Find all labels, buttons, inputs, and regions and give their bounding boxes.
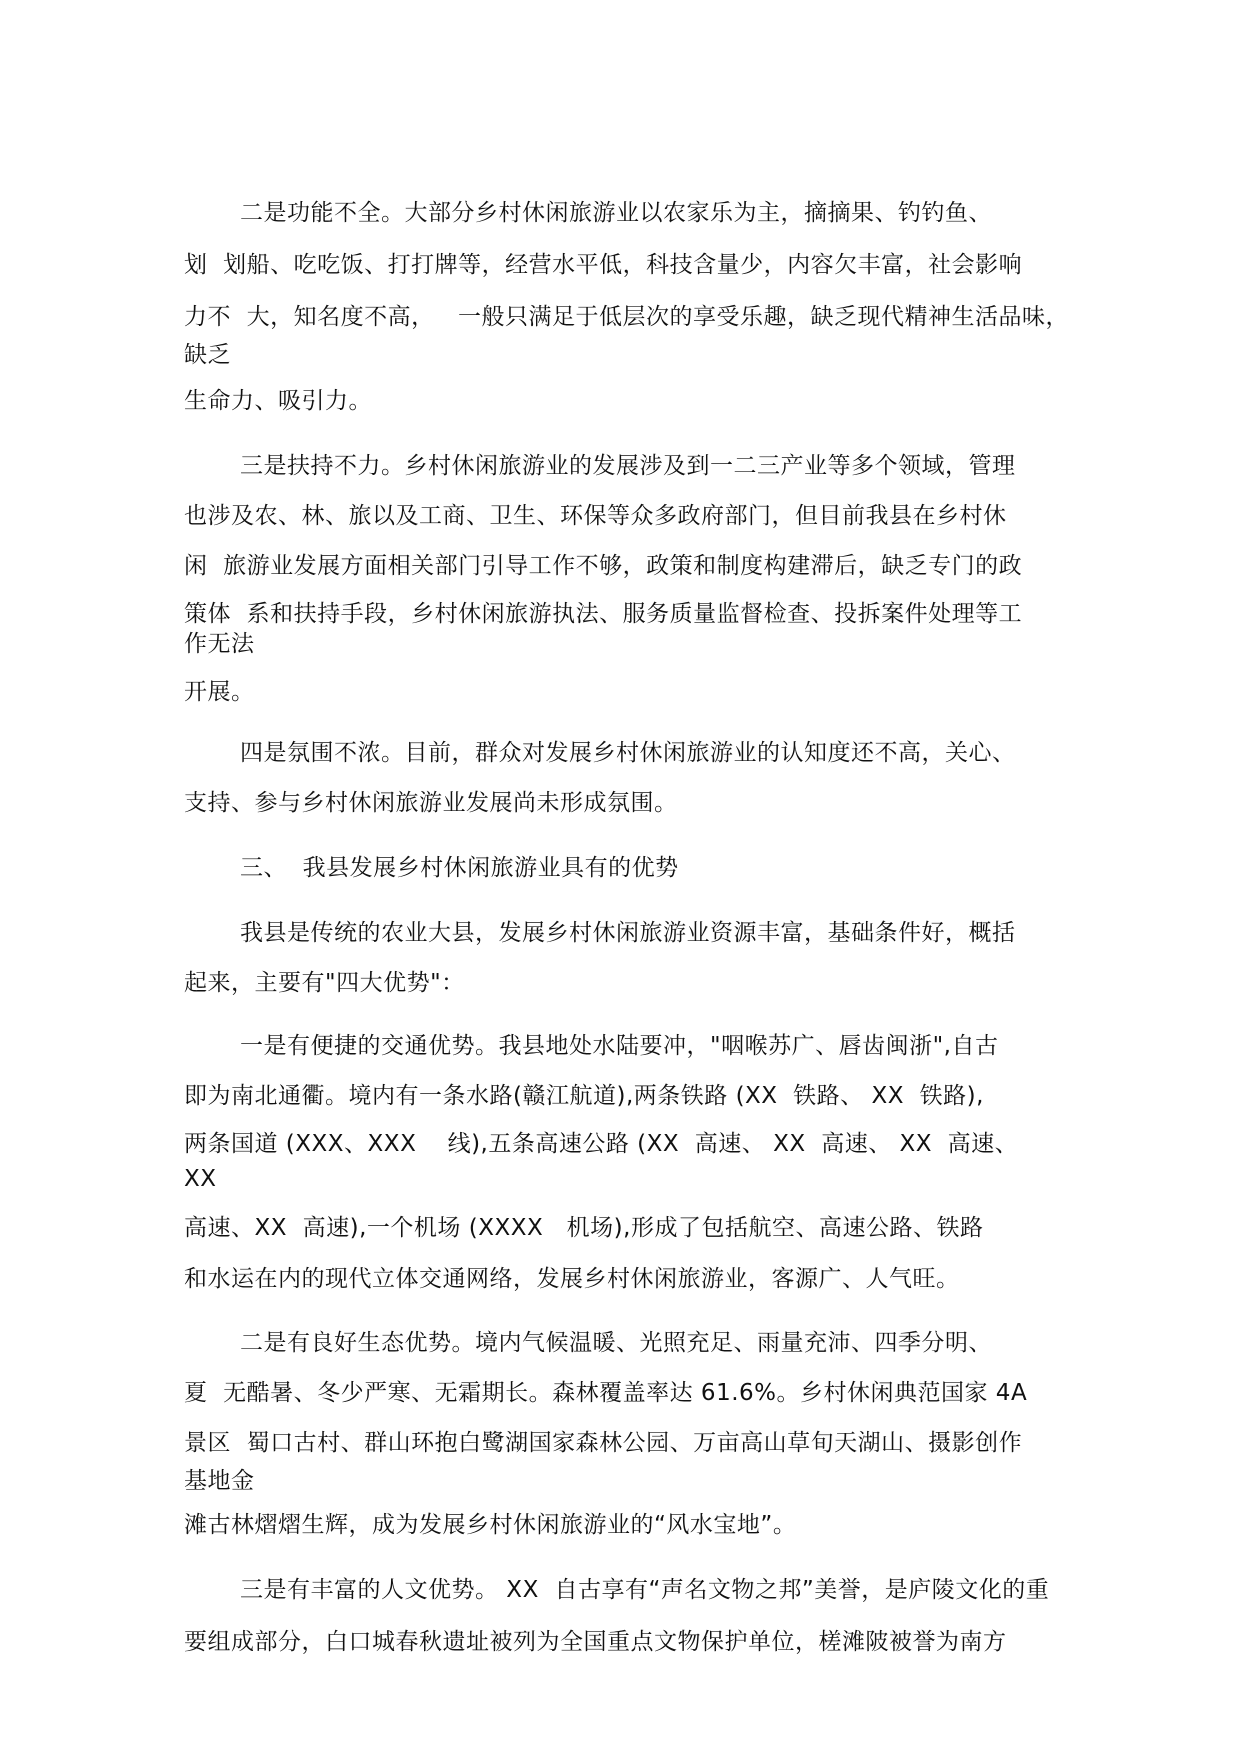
text-line: 也涉及农、林、旅以及工商、卫生、环保等众多政府部门，但目前我县在乡村休 bbox=[184, 503, 1007, 529]
text-line: 策体 系和扶持手段，乡村休闲旅游执法、服务质量监督检查、投拆案件处理等工 bbox=[184, 601, 1023, 627]
text-line: 三是有丰富的人文优势。 XX 自古享有“声名文物之邦”美誉，是庐陵文化的重 bbox=[240, 1577, 1050, 1603]
text-line: 开展。 bbox=[184, 679, 255, 705]
text-line: 一是有便捷的交通优势。我县地处水陆要冲，"咽喉苏广、唇齿闽浙",自古 bbox=[240, 1033, 999, 1059]
text-line: XX bbox=[184, 1166, 217, 1192]
text-line: 作无法 bbox=[184, 631, 255, 657]
text-line: 划 划船、吃吃饭、打打牌等，经营水平低，科技含量少，内容欠丰富，社会影响 bbox=[184, 252, 1023, 278]
text-line: 二是功能不全。大部分乡村休闲旅游业以农家乐为主，摘摘果、钓钓鱼、 bbox=[240, 200, 992, 226]
text-line: 景区 蜀口古村、群山环抱白鹭湖国家森林公园、万亩高山草旬天湖山、摄影创作 bbox=[184, 1430, 1023, 1456]
text-line: 滩古林熠熠生辉，成为发展乡村休闲旅游业的“风水宝地”。 bbox=[184, 1512, 797, 1538]
text-line: 缺乏 bbox=[184, 342, 231, 368]
text-line: 起来，主要有"四大优势"： bbox=[184, 970, 465, 996]
text-line: 支持、参与乡村休闲旅游业发展尚未形成氛围。 bbox=[184, 790, 678, 816]
text-line: 夏 无酷暑、冬少严寒、无霜期长。森林覆盖率达 61.6%。乡村休闲典范国家 4A bbox=[184, 1380, 1028, 1406]
text-line: 闲 旅游业发展方面相关部门引导工作不够，政策和制度构建滞后，缺乏专门的政 bbox=[184, 553, 1023, 579]
text-line: 生命力、吸引力。 bbox=[184, 388, 372, 414]
text-line: 二是有良好生态优势。境内气候温暖、光照充足、雨量充沛、四季分明、 bbox=[240, 1330, 992, 1356]
text-line: 要组成部分，白口城春秋遗址被列为全国重点文物保护单位，槎滩陂被誉为南方 bbox=[184, 1629, 1007, 1655]
text-line: 即为南北通衢。境内有一条水路(赣江航道),两条铁路 (XX 铁路、 XX 铁路), bbox=[184, 1083, 984, 1109]
section-heading: 三、 我县发展乡村休闲旅游业具有的优势 bbox=[240, 855, 679, 881]
text-line: 和水运在内的现代立体交通网络，发展乡村休闲旅游业，客源广、人气旺。 bbox=[184, 1266, 960, 1292]
text-line: 三是扶持不力。乡村休闲旅游业的发展涉及到一二三产业等多个领域，管理 bbox=[240, 453, 1016, 479]
text-line: 四是氛围不浓。目前，群众对发展乡村休闲旅游业的认知度还不高，关心、 bbox=[240, 740, 1016, 766]
text-line: 两条国道 (XXX、XXX 线),五条高速公路 (XX 高速、 XX 高速、 XX 高速、 bbox=[184, 1131, 1019, 1157]
text-line: 力不 大，知名度不高， 一般只满足于低层次的享受乐趣，缺乏现代精神生活品味， bbox=[184, 304, 1070, 330]
text-line: 我县是传统的农业大县，发展乡村休闲旅游业资源丰富，基础条件好，概括 bbox=[240, 920, 1016, 946]
text-line: 高速、XX 高速),一个机场 (XXXX 机场),形成了包括航空、高速公路、铁路 bbox=[184, 1215, 984, 1241]
text-line: 基地金 bbox=[184, 1468, 255, 1494]
